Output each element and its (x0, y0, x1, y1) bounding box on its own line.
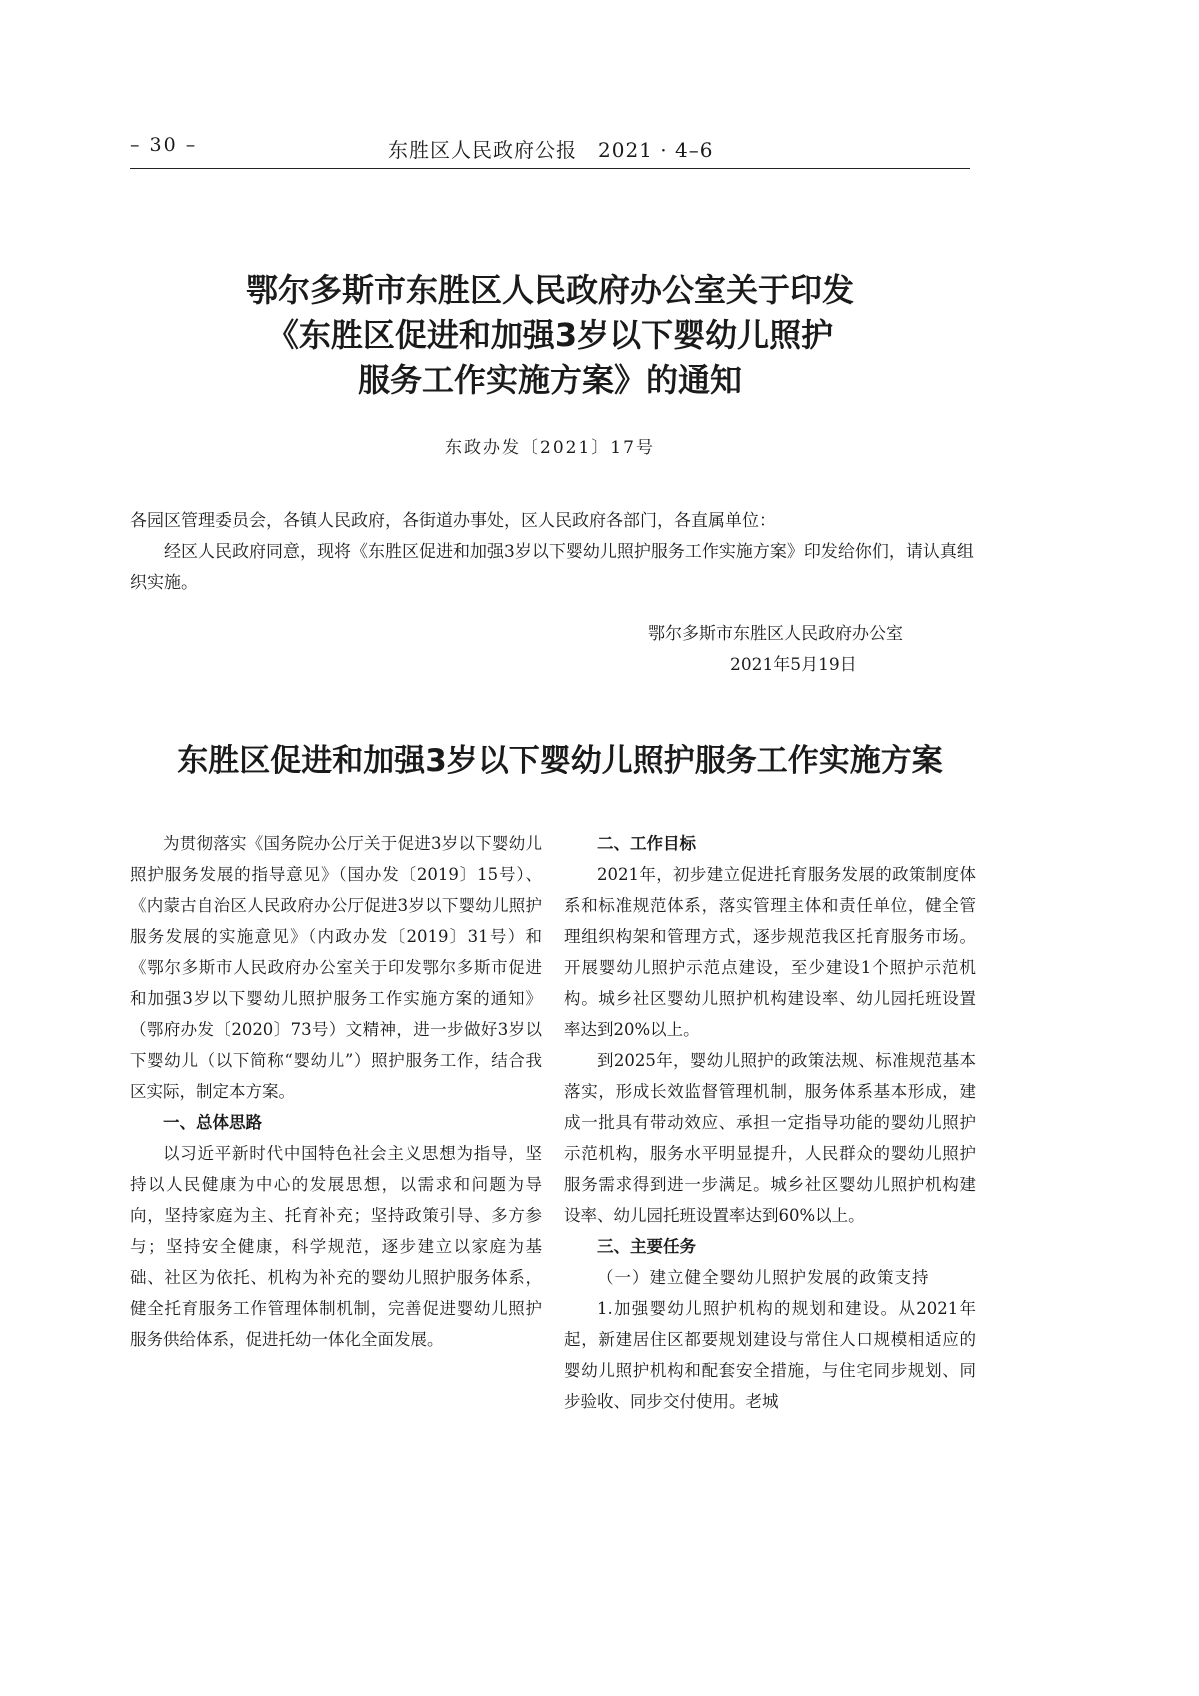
notice-title-line: 服务工作实施方案》的通知 (357, 361, 742, 399)
notice-title (130, 268, 970, 403)
document-number: 东政办发〔2021〕17号 (445, 438, 655, 458)
notice-paragraph: 经区人民政府同意，现将《东胜区促进和加强3岁以下婴幼儿照护服务工作实施方案》印发给你们，请认真组织实施。 (130, 542, 974, 593)
plan-title: 东胜区促进和加强3岁以下婴幼儿照护服务工作实施方案 (177, 743, 943, 779)
notice-title-line: 《东胜区促进和加强3岁以下婴幼儿照护 (266, 316, 834, 354)
page-header (130, 134, 970, 169)
right-column (564, 828, 976, 1417)
notice-title-line: 鄂尔多斯市东胜区人民政府办公室关于印发 (245, 271, 854, 309)
signature-org: 鄂尔多斯市东胜区人民政府办公室 (648, 624, 903, 644)
section-heading: 一、总体思路 (163, 1113, 262, 1132)
addressee: 各园区管理委员会，各镇人民政府，各街道办事处，区人民政府各部门，各直属单位： (130, 511, 776, 531)
section-heading: 二、工作目标 (597, 834, 696, 853)
signature-date: 2021年5月19日 (730, 655, 857, 675)
section-paragraph: 到2025年，婴幼儿照护的政策法规、标准规范基本落实，形成长效监督管理机制，服务体系基本形成，建成一批具有带动效应、承担一定指导功能的婴幼儿照护示范机构，服务水平明显提升，人民群众的婴幼儿照护服务需求得到进一步满足。城乡社区婴幼儿照护机构建设率、幼儿园托班设置率达到60%以上。 (564, 1051, 976, 1225)
section-paragraph: 2021年，初步建立促进托育服务发展的政策制度体系和标准规范体系，落实管理主体和责任单位，健全管理组织构架和管理方式，逐步规范我区托育服务市场。开展婴幼儿照护示范点建设，至少建设1个照护示范机构。城乡社区婴幼儿照护机构建设率、幼儿园托班设置率达到20%以上。 (564, 865, 976, 1039)
section-paragraph: 1.加强婴幼儿照护机构的规划和建设。从2021年起，新建居住区都要规划建设与常住人口规模相适应的婴幼儿照护机构和配套安全措施，与住宅同步规划、同步验收、同步交付使用。老城 (564, 1299, 976, 1411)
intro-paragraph: 为贯彻落实《国务院办公厅关于促进3岁以下婴幼儿照护服务发展的指导意见》（国办发〔2019〕15号）、《内蒙古自治区人民政府办公厅促进3岁以下婴幼儿照护服务发展的实施意见》（内政办发〔2019〕31号）和《鄂尔多斯市人民政府办公室关于印发鄂尔多斯市促进和加强3岁以下婴幼儿照护服务工作实施方案的通知》（鄂府办发〔2020〕73号）文精神，进一步做好3岁以下婴幼儿（以下简称“婴幼儿”）照护服务工作，结合我区实际，制定本方案。 (130, 834, 542, 1101)
subsection-heading: （一）建立健全婴幼儿照护发展的政策支持 (597, 1268, 930, 1287)
section-heading: 三、主要任务 (597, 1237, 696, 1256)
section-paragraph: 以习近平新时代中国特色社会主义思想为指导，坚持以人民健康为中心的发展思想，以需求和问题为导向，坚持家庭为主、托育补充；坚持政策引导、多方参与；坚持安全健康，科学规范，逐步建立以家庭为基础、社区为依托、机构为补充的婴幼儿照护服务体系，健全托育服务工作管理体制机制，完善促进婴幼儿照护服务供给体系，促进托幼一体化全面发展。 (130, 1144, 542, 1349)
journal-title: 东胜区人民政府公报 2021 · 4–6 (388, 138, 714, 162)
left-column (130, 828, 542, 1355)
page-number: – 30 – (130, 134, 198, 156)
notice-body (130, 506, 980, 599)
